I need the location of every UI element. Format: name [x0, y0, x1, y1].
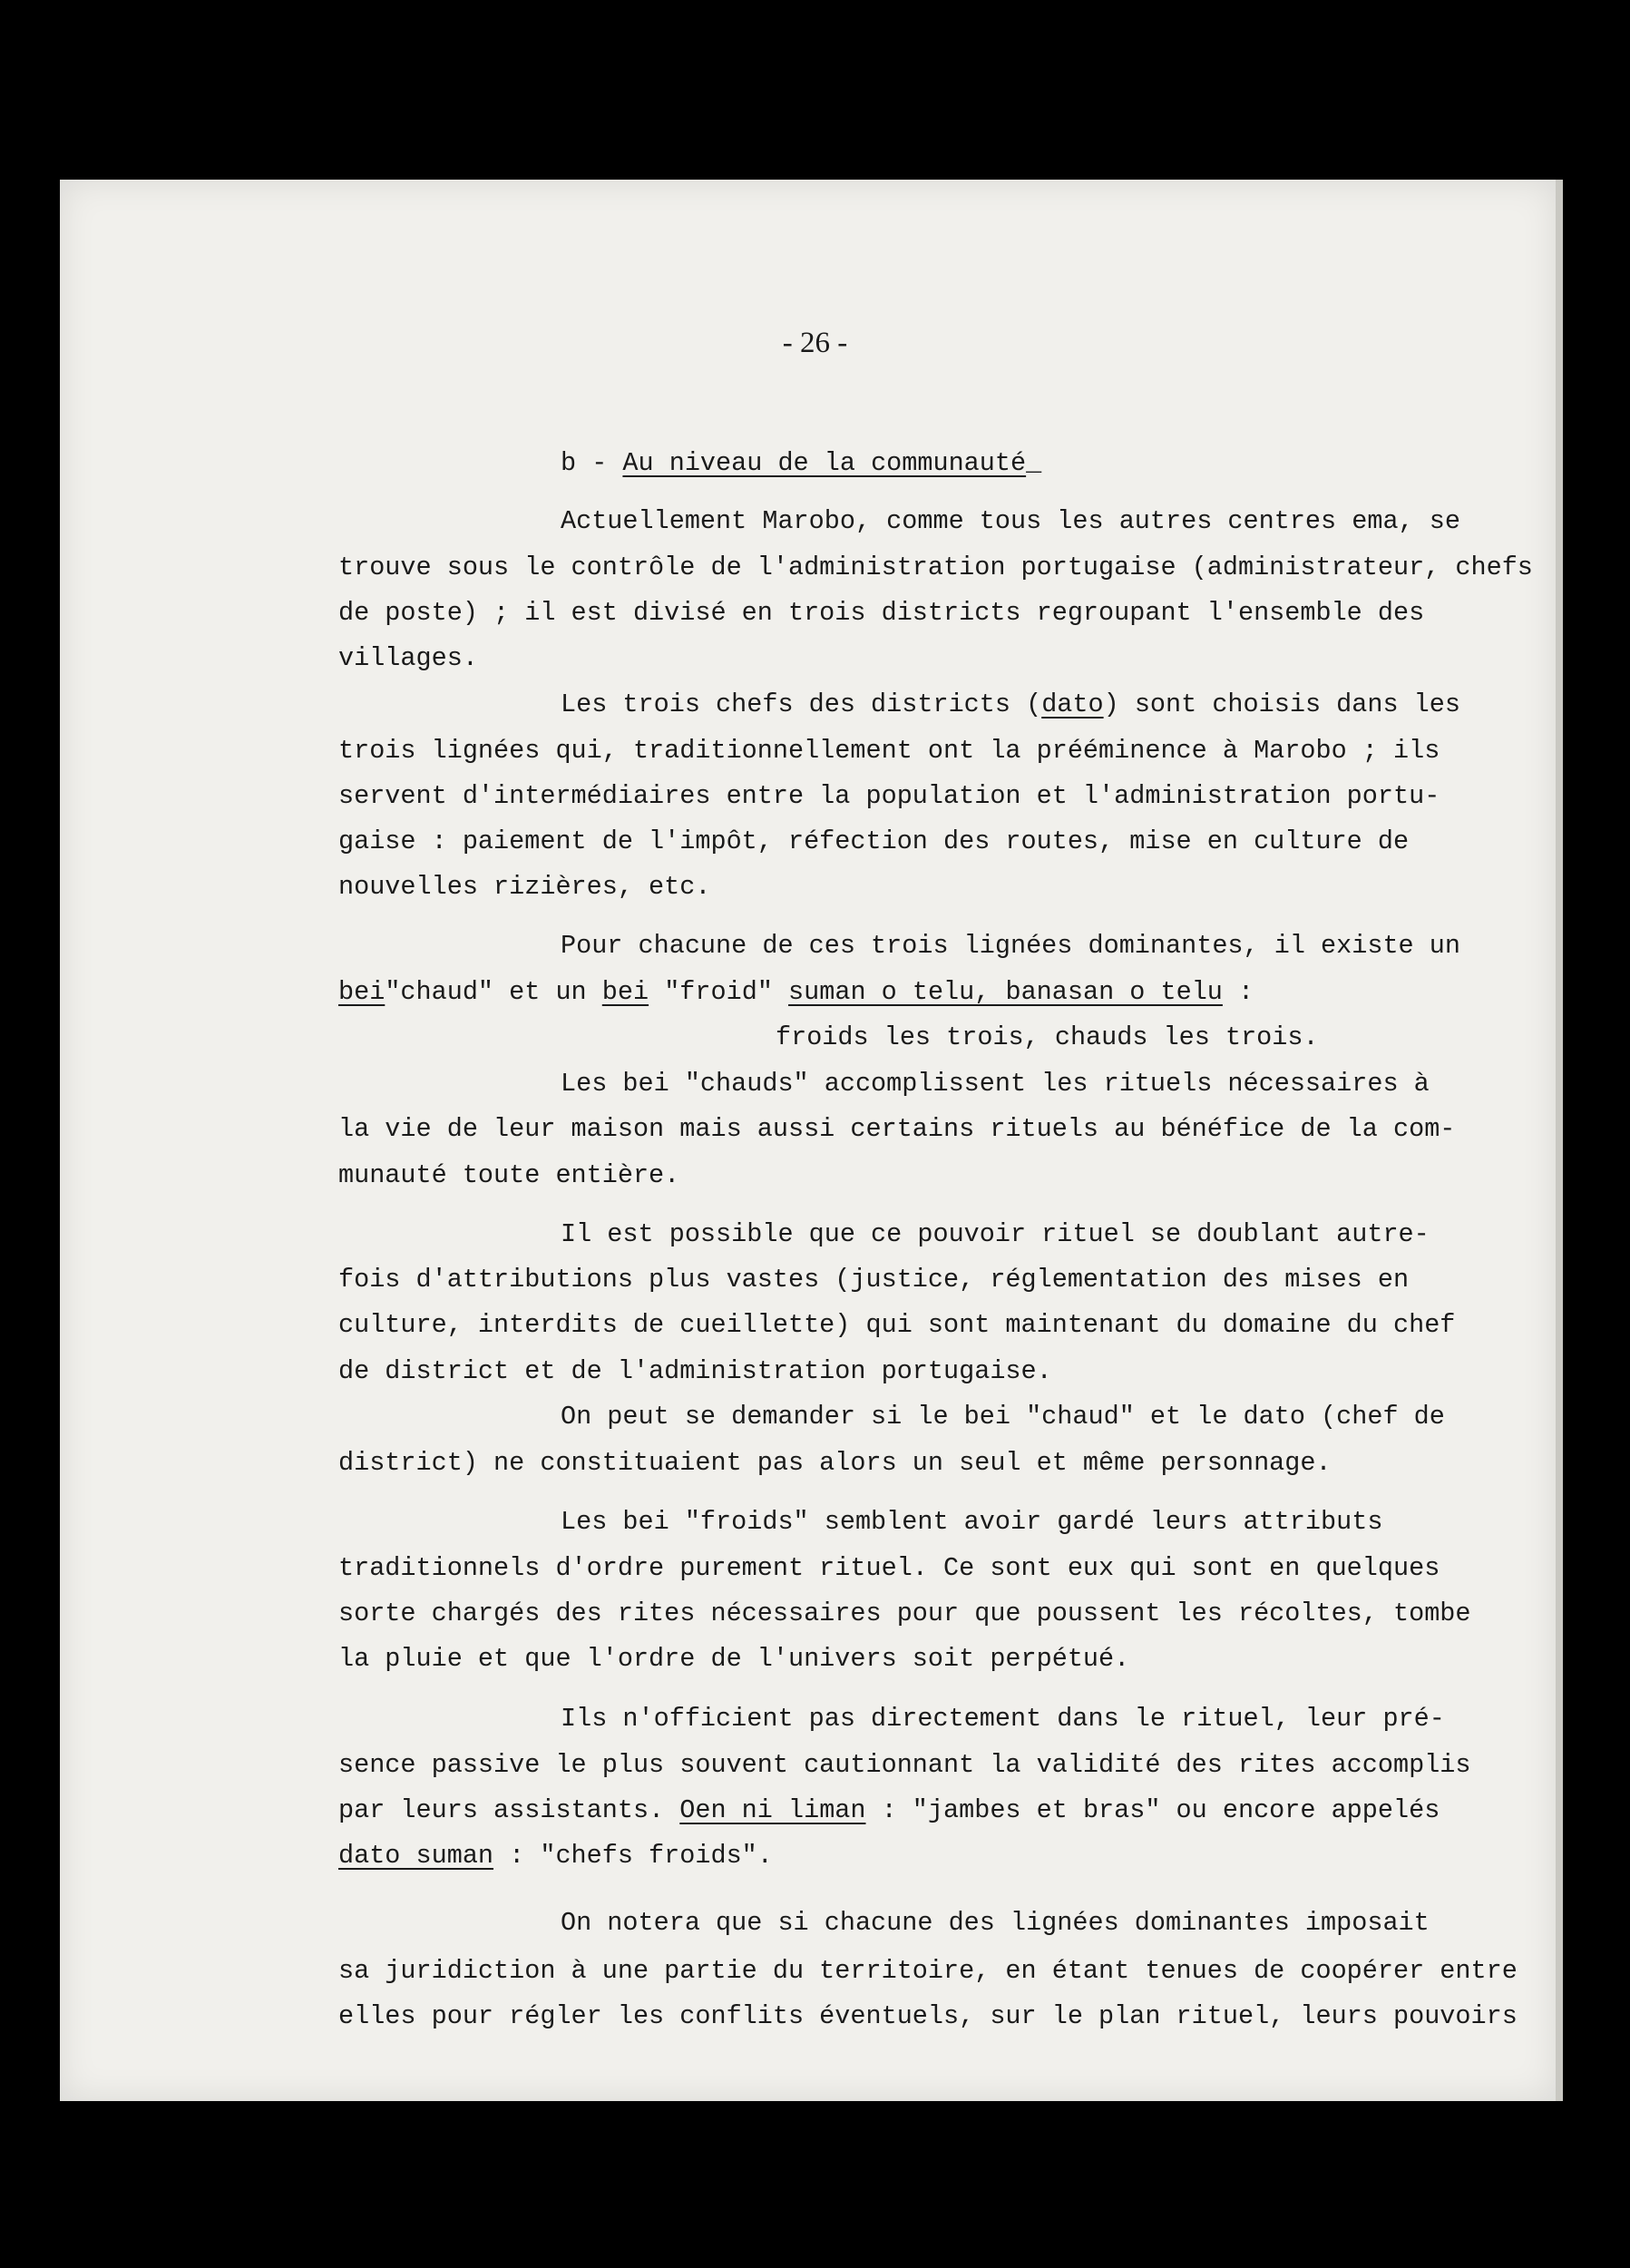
- term-suman-banasan: suman o telu, banasan o telu: [788, 977, 1223, 1007]
- text-line: elles pour régler les conflits éventuels, sur le plan rituel, leurs pouvoirs: [338, 2001, 1518, 2031]
- text-line: trouve sous le contrôle de l'administration portugaise (administrateur, chefs: [338, 552, 1533, 582]
- text-line: la vie de leur maison mais aussi certains rituels au bénéfice de la com-: [338, 1114, 1456, 1144]
- text-line: nouvelles rizières, etc.: [338, 872, 711, 902]
- text-line: sorte chargés des rites nécessaires pour que poussent les récoltes, tombe: [338, 1598, 1471, 1628]
- term-dato: dato: [1041, 689, 1104, 719]
- text-line: froids les trois, chauds les trois.: [776, 1022, 1319, 1052]
- text-segment: ) sont choisis dans les: [1103, 689, 1460, 719]
- text-line: gaise : paiement de l'impôt, réfection des routes, mise en culture de: [338, 826, 1410, 856]
- text-line: de district et de l'administration portugaise.: [338, 1356, 1052, 1386]
- text-line: villages.: [338, 643, 478, 673]
- paper-stack-edge: [1556, 180, 1563, 2101]
- text-line: Actuellement Marobo, comme tous les autres centres ema, se: [561, 506, 1460, 536]
- text-line: district) ne constituaient pas alors un seul et même personnage.: [338, 1448, 1332, 1478]
- text-line: Les bei "froids" semblent avoir gardé leurs attributs: [561, 1507, 1383, 1537]
- text-segment: "froid": [649, 977, 789, 1007]
- text-line: traditionnels d'ordre purement rituel. Ce sont eux qui sont en quelques: [338, 1553, 1440, 1583]
- term-oen-ni-liman: Oen ni liman: [679, 1795, 866, 1825]
- text-segment: par leurs assistants.: [338, 1795, 680, 1825]
- term-bei: bei: [338, 977, 386, 1007]
- text-line: servent d'intermédiaires entre la population et l'administration portu-: [338, 781, 1440, 811]
- text-line: Les bei "chauds" accomplissent les rituels nécessaires à: [561, 1069, 1430, 1099]
- text-line: sence passive le plus souvent cautionnant la validité des rites accomplis: [338, 1750, 1471, 1780]
- text-segment: : "chefs froids".: [493, 1841, 773, 1871]
- text-line: On notera que si chacune des lignées dominantes imposait: [561, 1908, 1430, 1938]
- text-line: Pour chacune de ces trois lignées dominantes, il existe un: [561, 931, 1460, 961]
- page-number: - 26 -: [782, 327, 848, 359]
- text-line: culture, interdits de cueillette) qui sont maintenant du domaine du chef: [338, 1310, 1456, 1340]
- section-heading-suffix: _: [1026, 448, 1042, 478]
- text-line: trois lignées qui, traditionnellement ont la prééminence à Marobo ; ils: [338, 736, 1440, 766]
- text-line: On peut se demander si le bei "chaud" et le dato (chef de: [561, 1402, 1445, 1432]
- text-line: Il est possible que ce pouvoir rituel se doublant autre-: [561, 1219, 1430, 1249]
- text-line: fois d'attributions plus vastes (justice, réglementation des mises en: [338, 1265, 1410, 1295]
- text-line: [338, 1793, 1440, 1829]
- text-line: Ils n'officient pas directement dans le rituel, leur pré-: [561, 1704, 1445, 1734]
- text-segment: :: [1222, 977, 1254, 1007]
- text-line: [561, 687, 1460, 723]
- section-heading-prefix: b -: [561, 448, 623, 478]
- section-heading: [561, 445, 1041, 482]
- text-segment: et un: [493, 977, 602, 1007]
- term-dato-suman: dato suman: [338, 1841, 494, 1871]
- text-line: sa juridiction à une partie du territoire, en étant tenues de coopérer entre: [338, 1956, 1518, 1986]
- text-segment: Les trois chefs des districts (: [561, 689, 1042, 719]
- term-bei: bei: [601, 977, 649, 1007]
- text-segment: : "jambes et bras" ou encore appelés: [865, 1795, 1440, 1825]
- text-line: de poste) ; il est divisé en trois districts regroupant l'ensemble des: [338, 598, 1425, 628]
- text-line: munauté toute entière.: [338, 1160, 680, 1190]
- section-heading-title: Au niveau de la communauté: [622, 448, 1027, 478]
- text-segment: "chaud": [385, 977, 494, 1007]
- text-line: [338, 1838, 773, 1874]
- text-line: la pluie et que l'ordre de l'univers soit perpétué.: [338, 1644, 1130, 1674]
- text-line: [338, 974, 1254, 1011]
